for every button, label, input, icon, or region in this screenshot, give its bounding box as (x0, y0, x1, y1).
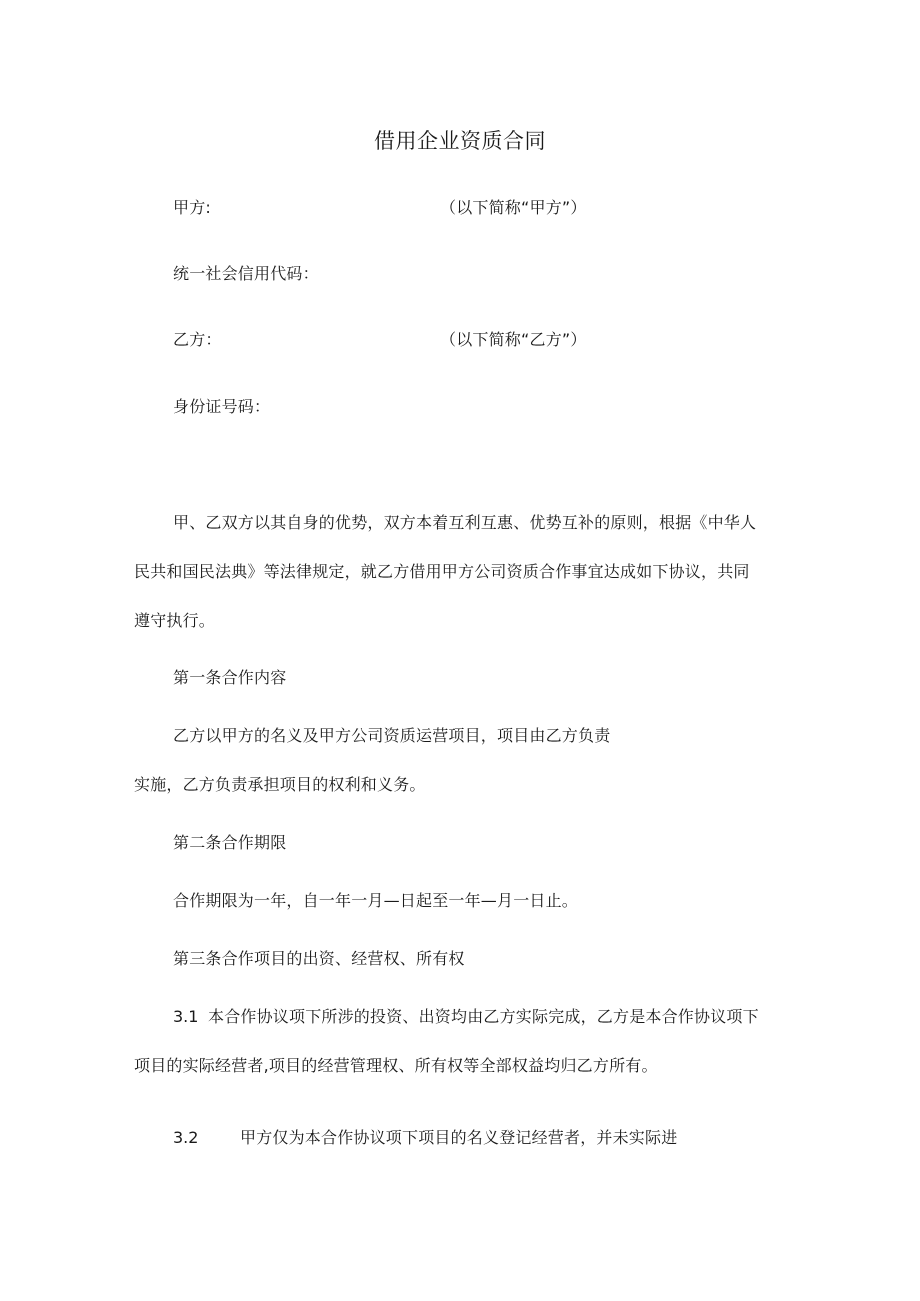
article-1-heading: 第一条合作内容 (173, 668, 287, 687)
id-number-label: 身份证号码： (173, 397, 271, 416)
preamble-line: 民共和国民法典》等法律规定，就乙方借用甲方公司资质合作事宜达成如下协议，共同 (134, 562, 750, 581)
preamble-line: 遵守执行。 (134, 611, 216, 630)
party-a-short-name: （以下简称“甲方”） (440, 198, 587, 217)
clause-3-1-line: 项目的实际经营者,项目的经营管理权、所有权等全部权益均归乙方所有。 (134, 1056, 658, 1075)
preamble-line: 甲、乙双方以其自身的优势，双方本着互利互惠、优势互补的原则，根据《中华人 (173, 513, 757, 532)
party-b-short-name: （以下简称“乙方”） (440, 330, 587, 349)
clause-3-1-line: 本合作协议项下所涉的投资、出资均由乙方实际完成，乙方是本合作协议项下 (208, 1007, 759, 1026)
article-2-body: 合作期限为一年，自一年一月—日起至一年—月一日止。 (173, 891, 579, 910)
article-1-body-line: 乙方以甲方的名义及甲方公司资质运营项目，项目由乙方负责 (173, 726, 611, 745)
clause-3-1-number: 3.1 (173, 1007, 199, 1026)
article-3-heading: 第三条合作项目的出资、经营权、所有权 (173, 949, 465, 968)
article-1-body-line: 实施，乙方负责承担项目的权利和义务。 (134, 775, 426, 794)
party-a-label: 甲方: (173, 198, 211, 217)
article-2-heading: 第二条合作期限 (173, 833, 287, 852)
party-b-label: 乙方： (173, 330, 222, 349)
clause-3-2-number: 3.2 (173, 1128, 199, 1147)
clause-3-2-line: 甲方仅为本合作协议项下项目的名义登记经营者，并未实际进 (240, 1128, 678, 1147)
document-title: 借用企业资质合同 (374, 129, 546, 153)
credit-code-label: 统一社会信用代码： (173, 264, 319, 283)
